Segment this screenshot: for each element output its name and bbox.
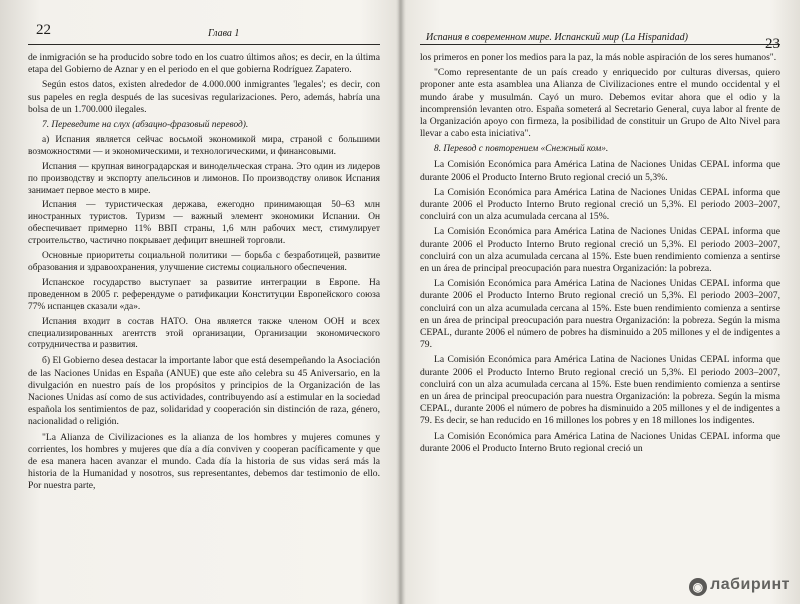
snowball-paragraph: La Comisión Económica para América Latina de Naciones Unidas CEPAL informa que durante 2006 el Producto Interno Bruto regional creció un 5,3%. El periodo 2003–2007, concluirá con un alza acumulada cercana al 15%. Este buen rendimiento comienza a sentirse en un área de principal preocupación para nuestra Organización: la pobreza. (420, 226, 780, 274)
right-page-header (420, 28, 780, 52)
left-page-header (28, 22, 380, 45)
paragraph: Основные приоритеты социальной политики — борьба с безработицей, развитие образования и здравоохранения, улучшение системы социального обеспечения. (28, 251, 380, 273)
running-head: Глава 1 (208, 28, 240, 39)
paragraph: Испания — туристическая держава, ежегодно принимающая 50–63 млн иностранных туристов. Туризм — важный элемент экономики Испании. Он обеспечивает примерно 11% ВВП страны, 1,6 млн рабочих мест, стимулирует строительство, частично покрывает дефицит внешней торговли. (28, 200, 380, 247)
exercise-heading: 7. Переведите на слух (абзацно-фразовый перевод). (42, 120, 249, 131)
snowball-paragraph: La Comisión Económica para América Latina de Naciones Unidas CEPAL informa que durante 2006 el Producto Interno Bruto regional creció un 5,3%. El periodo 2003–2007, concluirá con un alza acumulada cercana al 15%. (420, 186, 780, 223)
right-page-body (420, 52, 780, 458)
paragraph: б) El Gobierno desea destacar la importante labor que está desempeñando la Asociación de las Naciones Unidas en España (ANUE) que este año celebra su 45 Aniversario, en la divulgación en nuestro país de los propósitos y principios de la Organización de las Naciones Unidas así como de sus actividades, contribuyendo así a estimular en la sociedad española los sentimientos de paz, solidaridad y cooperación sin distinción de raza, género, nacionalidad o religión. (28, 355, 380, 428)
snowball-paragraph: La Comisión Económica para América Latina de Naciones Unidas CEPAL informa que durante 2006 el Producto Interno Bruto regional creció un 5,3%. El periodo 2003–2007, concluirá con un alza acumulada cercana al 15%. Este buen rendimiento comienza a sentirse en un área de principal preocupación para nuestra Organización: la pobreza. Según la misma CEPAL, durante 2006 el número de pobres ha disminuido a 205 millones y el de indigentes a 79. Es decir, se han reducido en 16 millones los pobres y en 18 millones los indigentes. (420, 354, 780, 427)
snowball-paragraph: La Comisión Económica para América Latina de Naciones Unidas CEPAL informa que durante 2006 el Producto Interno Bruto regional creció un 5,3%. (420, 159, 780, 183)
paragraph: а) Испания является сейчас восьмой экономикой мира, страной с большими возможностями — и экономическими, и технологическими, и финансовыми. (28, 134, 380, 157)
right-page (420, 0, 780, 604)
paragraph: "Como representante de un país creado y enriquecido por culturas diversas, quiero proponer ante esta asamblea una Alianza de Civilizaciones entre el mundo occidental y el mundo árabe y musulmán. Cayó un muro. Debemos evitar ahora que el odio y la incomprensión levanten otro. España someterá al Secretario General, cuya labor al frente de la Organización apoyo con firmeza, la posibilidad de constituir un Grupo de Alto Nivel para llevar a cabo esta iniciativa". (420, 67, 780, 140)
paragraph: Испания входит в состав НАТО. Она является также членом ООН и всех специализированных агентств этой организации, Организации экономического сотрудничества и развития. (28, 316, 380, 351)
snowball-paragraph: La Comisión Económica para América Latina de Naciones Unidas CEPAL informa que durante 2006 el Producto Interno Bruto regional creció un 5,3%. El periodo 2003–2007, concluirá con un alza acumulada cercana al 15%. Este buen rendimiento comienza a sentirse en un área de principal preocupación para nuestra Organización: la pobreza. Según la misma CEPAL, durante 2006 el número de pobres ha disminuido a 205 millones y el de indigentes a 79. (420, 278, 780, 351)
watermark (689, 576, 790, 596)
running-head: Испания в современном мире. Испанский мир (La Hispanidad) (426, 32, 688, 43)
paragraph: Испания — крупная виноградарская и винодельческая страна. Это один из лидеров по производству и экспорту апельсинов и лимонов. По производству оливок Испания занимает первое место в мире. (28, 161, 380, 196)
paragraph: Según estos datos, existen alrededor de 4.000.000 inmigrantes 'legales'; es decir, con sus papeles en regla después de las sucesivas regularizaciones. Pero, además, habría una bolsa de un 1.700.000 ilegales. (28, 79, 380, 115)
snowball-paragraph: La Comisión Económica para América Latina de Naciones Unidas CEPAL informa que durante 2006 el Producto Interno Bruto regional creció un (420, 430, 780, 454)
left-page-body (28, 52, 380, 496)
paragraph: los primeros en poner los medios para la paz, la más noble aspiración de los seres humanos". (420, 52, 777, 63)
left-page (28, 0, 380, 604)
page-number: 22 (36, 22, 51, 38)
page-number: 23 (765, 36, 780, 52)
paragraph: "La Alianza de Civilizaciones es la alianza de los hombres y mujeres comunes y corrientes, los hombres y mujeres que día a día conviven y cooperan pacíficamente y que de esa manera hacen avanzar el mundo. Cada día la historia de sus vidas será más la historia de la Humanidad y nosotros, sus representantes, debemos dar testimonio de ello. Por nuestra parte, (28, 431, 380, 492)
exercise-heading: 8. Перевод с повторением «Снежный ком». (434, 144, 609, 155)
paragraph: Испанское государство выступает за развитие интеграции в Европе. На проведенном в 2005 г. референдуме о ратификации Конституции Европейского союза 77% испанцев сказали «да». (28, 277, 380, 312)
labirint-logo-icon: ◉ (689, 578, 707, 596)
watermark-text: лабиринт (710, 576, 790, 593)
book-gutter (396, 0, 406, 604)
paragraph: de inmigración se ha producido sobre todo en los cuatro últimos años; es decir, en la última etapa del Gobierno de Aznar y en el periodo en el que gobierna Rodríguez Zapatero. (28, 52, 380, 76)
